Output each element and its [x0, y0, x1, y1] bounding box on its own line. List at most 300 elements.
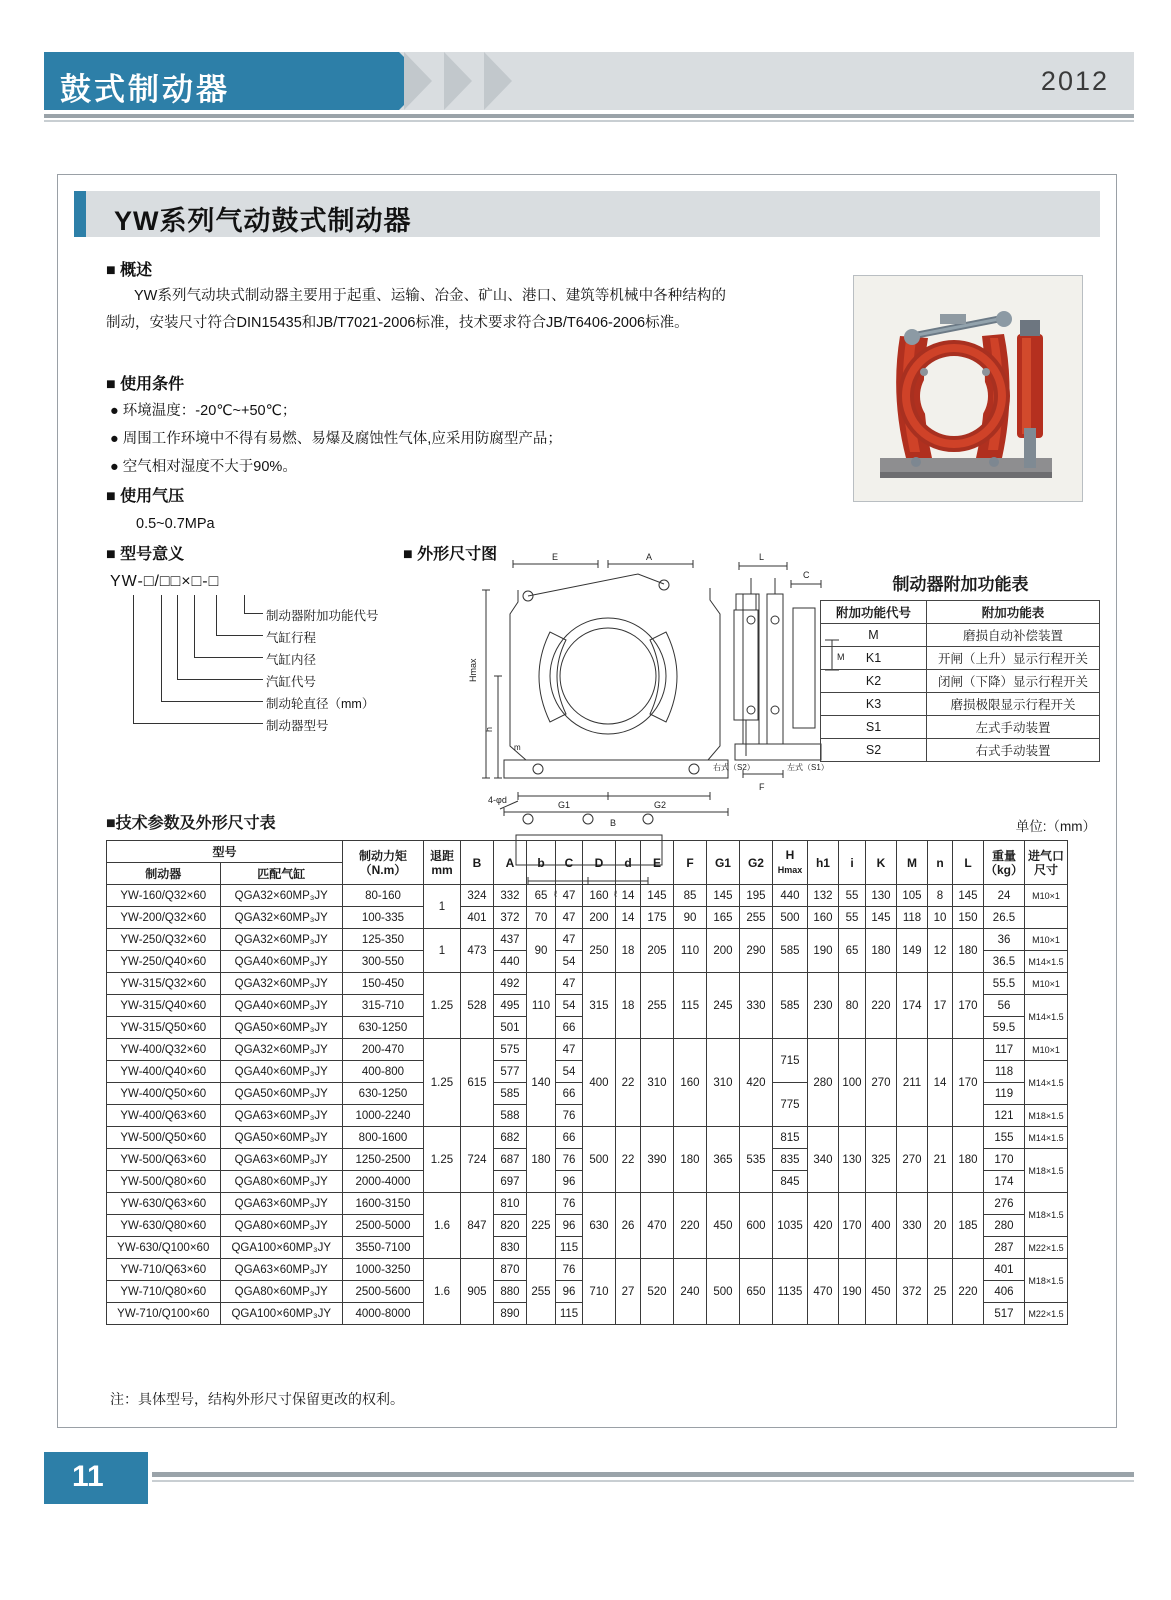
table-row: [821, 647, 1100, 670]
fn-header-desc: 附加功能表: [927, 601, 1100, 624]
cell-A: 880: [493, 1281, 526, 1303]
cell-A: 575: [493, 1039, 526, 1061]
cell-H: 440: [772, 885, 807, 907]
model-label-2: 气缸行程: [266, 631, 317, 645]
cell-weight: 155: [983, 1127, 1024, 1149]
cell-i: 55: [838, 907, 865, 929]
cell-A: 820: [493, 1215, 526, 1237]
cell-H: 1135: [772, 1259, 807, 1325]
conditions-heading: ■ 使用条件: [106, 371, 184, 394]
cell-weight: 59.5: [983, 1017, 1024, 1039]
cell-torque: 630-1250: [342, 1083, 423, 1105]
cell-weight: 517: [983, 1303, 1024, 1325]
product-photo: [853, 275, 1083, 502]
cell-port: M10×1: [1025, 929, 1068, 951]
cell-A: 440: [493, 951, 526, 973]
cell-K: 130: [865, 885, 896, 907]
cell-weight: 119: [983, 1083, 1024, 1105]
fn-code: K1: [821, 647, 927, 670]
cell-weight: 280: [983, 1215, 1024, 1237]
cell-gap: 1: [423, 885, 460, 929]
cell-n: 17: [927, 973, 952, 1039]
cell-B: 847: [460, 1193, 493, 1259]
svg-text:左式（S1）: 左式（S1）: [787, 763, 829, 772]
spec-header-E: E: [640, 841, 673, 885]
cell-A: 697: [493, 1171, 526, 1193]
cell-H: 835: [772, 1149, 807, 1171]
cell-G2: 330: [739, 973, 772, 1039]
cell-F: 90: [673, 907, 706, 929]
cell-cylinder: QGA80×60MP₃JY: [220, 1281, 342, 1303]
cell-cylinder: QGA32×60MP₃JY: [220, 973, 342, 995]
fn-code: S1: [821, 716, 927, 739]
cell-cylinder: QGA50×60MP₃JY: [220, 1017, 342, 1039]
cell-C: 96: [555, 1281, 582, 1303]
cell-cylinder: QGA80×60MP₃JY: [220, 1215, 342, 1237]
cell-C: 66: [555, 1017, 582, 1039]
spec-header-i: i: [838, 841, 865, 885]
cell-C: 76: [555, 1105, 582, 1127]
cell-torque: 630-1250: [342, 1017, 423, 1039]
cell-G1: 165: [706, 907, 739, 929]
cell-n: 14: [927, 1039, 952, 1127]
cell-cylinder: QGA50×60MP₃JY: [220, 1083, 342, 1105]
table-row: [107, 907, 1068, 929]
footer-rule-thin: [152, 1480, 1134, 1482]
cell-K: 145: [865, 907, 896, 929]
svg-text:E: E: [552, 552, 559, 562]
content-frame: [57, 174, 1117, 1428]
cell-L: 150: [952, 907, 983, 929]
header-year: 2012: [1040, 66, 1109, 96]
spec-header-torque: 制动力矩 （N.m）: [342, 841, 423, 885]
fn-desc: 左式手动装置: [927, 716, 1100, 739]
cell-brake: YW-500/Q80×60: [107, 1171, 221, 1193]
table-row: [821, 693, 1100, 716]
svg-text:右式（S2）: 右式（S2）: [713, 763, 755, 772]
cell-E: 145: [640, 885, 673, 907]
fn-desc: 磨损自动补偿装置: [927, 624, 1100, 647]
leader-line: [194, 657, 263, 658]
cell-B: 473: [460, 929, 493, 973]
cell-M: 105: [896, 885, 927, 907]
cell-G2: 535: [739, 1127, 772, 1193]
cell-d: 22: [615, 1127, 640, 1193]
cell-torque: 2500-5000: [342, 1215, 423, 1237]
cell-K: 220: [865, 973, 896, 1039]
cell-M: 330: [896, 1193, 927, 1259]
cell-F: 85: [673, 885, 706, 907]
cell-brake: YW-400/Q32×60: [107, 1039, 221, 1061]
chevron-icon: [404, 52, 432, 110]
cell-brake: YW-315/Q40×60: [107, 995, 221, 1017]
cell-cylinder: QGA40×60MP₃JY: [220, 1061, 342, 1083]
cell-A: 588: [493, 1105, 526, 1127]
cell-weight: 174: [983, 1171, 1024, 1193]
cell-F: 115: [673, 973, 706, 1039]
cell-D: 630: [582, 1193, 615, 1259]
cell-A: 332: [493, 885, 526, 907]
cell-E: 310: [640, 1039, 673, 1127]
header-rule-thin: [44, 120, 1134, 122]
cell-G2: 650: [739, 1259, 772, 1325]
condition-item-3: ● 空气相对湿度不大于90%。: [110, 455, 297, 476]
spec-header-A: A: [493, 841, 526, 885]
leader-line: [244, 613, 263, 614]
cell-B: 401: [460, 907, 493, 929]
leader-line: [161, 701, 263, 702]
spec-header-G2: G2: [739, 841, 772, 885]
cell-n: 25: [927, 1259, 952, 1325]
spec-table: [106, 840, 1068, 1325]
cell-B: 724: [460, 1127, 493, 1193]
cell-C: 115: [555, 1303, 582, 1325]
function-table-title: 制动器附加功能表: [892, 575, 1029, 594]
cell-D: 400: [582, 1039, 615, 1127]
cell-M: 118: [896, 907, 927, 929]
cell-brake: YW-160/Q32×60: [107, 885, 221, 907]
cell-F: 180: [673, 1127, 706, 1193]
fn-desc: 闭闸（下降）显示行程开关: [927, 670, 1100, 693]
cell-D: 250: [582, 929, 615, 973]
cell-cylinder: QGA50×60MP₃JY: [220, 1127, 342, 1149]
cell-F: 110: [673, 929, 706, 973]
cell-A: 585: [493, 1083, 526, 1105]
cell-cylinder: QGA63×60MP₃JY: [220, 1149, 342, 1171]
cell-n: 21: [927, 1127, 952, 1193]
model-label-6: 制动器型号: [266, 719, 329, 733]
cell-weight: 287: [983, 1237, 1024, 1259]
cell-brake: YW-710/Q80×60: [107, 1281, 221, 1303]
cell-weight: 121: [983, 1105, 1024, 1127]
cell-h1: 160: [807, 907, 838, 929]
cell-h1: 470: [807, 1259, 838, 1325]
cell-A: 810: [493, 1193, 526, 1215]
cell-port: M18×1.5: [1025, 1259, 1068, 1303]
cell-weight: 117: [983, 1039, 1024, 1061]
cell-port: M14×1.5: [1025, 1061, 1068, 1105]
cell-D: 200: [582, 907, 615, 929]
model-label-5: 制动轮直径（mm）: [266, 697, 375, 711]
svg-text:ℓ: ℓ: [554, 889, 557, 899]
cell-E: 520: [640, 1259, 673, 1325]
model-heading: ■ 型号意义: [106, 541, 184, 564]
cell-h1: 420: [807, 1193, 838, 1259]
cell-weight: 24: [983, 885, 1024, 907]
cell-cylinder: QGA100×60MP₃JY: [220, 1237, 342, 1259]
cell-d: 22: [615, 1039, 640, 1127]
cell-C: 47: [555, 885, 582, 907]
fn-desc: 磨损极限显示行程开关: [927, 693, 1100, 716]
model-code: YW-□/□□×□-□: [110, 573, 220, 590]
table-row: [821, 624, 1100, 647]
cell-b: 90: [526, 929, 555, 973]
cell-b: 65: [526, 885, 555, 907]
cell-torque: 80-160: [342, 885, 423, 907]
cell-torque: 800-1600: [342, 1127, 423, 1149]
cell-C: 76: [555, 1149, 582, 1171]
spec-header-d: d: [615, 841, 640, 885]
cell-cylinder: QGA80×60MP₃JY: [220, 1171, 342, 1193]
cell-C: 54: [555, 951, 582, 973]
cell-F: 160: [673, 1039, 706, 1127]
page-number: 11: [72, 1460, 104, 1493]
cell-C: 76: [555, 1259, 582, 1281]
cell-L: 145: [952, 885, 983, 907]
svg-text:ℓ: ℓ: [614, 889, 617, 899]
cell-gap: 1.6: [423, 1193, 460, 1259]
cell-G1: 245: [706, 973, 739, 1039]
cell-weight: 276: [983, 1193, 1024, 1215]
cell-b: 255: [526, 1259, 555, 1325]
cell-torque: 3550-7100: [342, 1237, 423, 1259]
cell-gap: 1.6: [423, 1259, 460, 1325]
cell-weight: 26.5: [983, 907, 1024, 929]
cell-C: 66: [555, 1127, 582, 1149]
cell-L: 180: [952, 1127, 983, 1193]
cell-D: 710: [582, 1259, 615, 1325]
cell-A: 687: [493, 1149, 526, 1171]
spec-header-h1: h1: [807, 841, 838, 885]
svg-text:L: L: [759, 552, 765, 562]
cell-b: 140: [526, 1039, 555, 1127]
spec-header-gap: 退距 mm: [423, 841, 460, 885]
cell-weight: 406: [983, 1281, 1024, 1303]
cell-h1: 230: [807, 973, 838, 1039]
svg-text:A: A: [646, 552, 653, 562]
cell-brake: YW-315/Q32×60: [107, 973, 221, 995]
leader-line: [177, 595, 178, 679]
cell-C: 54: [555, 1061, 582, 1083]
table-row: [107, 1127, 1068, 1149]
cell-brake: YW-400/Q63×60: [107, 1105, 221, 1127]
spec-header-H: H Hmax: [772, 841, 807, 885]
footer-rule: [152, 1472, 1134, 1477]
cell-torque: 300-550: [342, 951, 423, 973]
cell-E: 205: [640, 929, 673, 973]
cell-H: 715: [772, 1039, 807, 1083]
cell-cylinder: QGA32×60MP₃JY: [220, 885, 342, 907]
cell-n: 12: [927, 929, 952, 973]
cell-cylinder: QGA40×60MP₃JY: [220, 951, 342, 973]
cell-cylinder: QGA63×60MP₃JY: [220, 1259, 342, 1281]
cell-brake: YW-250/Q40×60: [107, 951, 221, 973]
spec-header-n: n: [927, 841, 952, 885]
cell-C: 96: [555, 1215, 582, 1237]
fn-code: K2: [821, 670, 927, 693]
model-label-1: 制动器附加功能代号: [266, 609, 379, 623]
spec-header-weight: 重量 （kg）: [983, 841, 1024, 885]
cell-G1: 200: [706, 929, 739, 973]
cell-i: 80: [838, 973, 865, 1039]
cell-L: 170: [952, 1039, 983, 1127]
cell-K: 450: [865, 1259, 896, 1325]
cell-gap: 1.25: [423, 973, 460, 1039]
cell-K: 180: [865, 929, 896, 973]
svg-text:F: F: [759, 782, 765, 792]
cell-torque: 1250-2500: [342, 1149, 423, 1171]
cell-B: 324: [460, 885, 493, 907]
overview-text: YW系列气动块式制动器主要用于起重、运输、冶金、矿山、港口、建筑等机械中各种结构的制动，安装尺寸符合DIN15435和JB/T7021-2006标准，技术要求符合JB/T6406-2006标准。: [106, 288, 726, 331]
leader-line: [133, 595, 134, 723]
cell-i: 55: [838, 885, 865, 907]
cell-M: 211: [896, 1039, 927, 1127]
cell-weight: 401: [983, 1259, 1024, 1281]
overview-heading: ■ 概述: [106, 257, 152, 280]
cell-M: 372: [896, 1259, 927, 1325]
spec-note: 注：具体型号，结构外形尺寸保留更改的权利。: [110, 1391, 404, 1407]
cell-E: 255: [640, 973, 673, 1039]
header-title: 鼓式制动器: [60, 72, 230, 107]
cell-torque: 2500-5600: [342, 1281, 423, 1303]
cell-torque: 2000-4000: [342, 1171, 423, 1193]
cell-h1: 340: [807, 1127, 838, 1193]
leader-line: [194, 595, 195, 657]
svg-text:M: M: [837, 652, 845, 662]
cell-torque: 400-800: [342, 1061, 423, 1083]
condition-item-2: ● 周围工作环境中不得有易燃、易爆及腐蚀性气体,应采用防腐型产品；: [110, 427, 562, 448]
cell-K: 325: [865, 1127, 896, 1193]
page-title: YW系列气动鼓式制动器: [114, 206, 412, 236]
cell-G2: 195: [739, 885, 772, 907]
cell-C: 76: [555, 1193, 582, 1215]
cell-weight: 56: [983, 995, 1024, 1017]
table-row: [821, 716, 1100, 739]
chevron-icon: [444, 52, 472, 110]
cell-port: M14×1.5: [1025, 951, 1068, 973]
cell-G1: 365: [706, 1127, 739, 1193]
cell-weight: 55.5: [983, 973, 1024, 995]
cell-M: 174: [896, 973, 927, 1039]
svg-text:B: B: [610, 818, 617, 828]
cell-G2: 420: [739, 1039, 772, 1127]
cell-gap: 1.25: [423, 1127, 460, 1193]
cell-H: 585: [772, 929, 807, 973]
cell-E: 175: [640, 907, 673, 929]
cell-port: M10×1: [1025, 1039, 1068, 1061]
cell-A: 890: [493, 1303, 526, 1325]
cell-port: M18×1.5: [1025, 1149, 1068, 1193]
cell-L: 170: [952, 973, 983, 1039]
cell-C: 96: [555, 1171, 582, 1193]
table-row: [107, 885, 1068, 907]
function-table: [820, 600, 1100, 762]
svg-text:4-φd: 4-φd: [488, 795, 507, 805]
spec-header-M: M: [896, 841, 927, 885]
cell-torque: 315-710: [342, 995, 423, 1017]
cell-port: [1025, 907, 1068, 929]
table-row: [107, 929, 1068, 951]
cell-H: 1035: [772, 1193, 807, 1259]
spec-header-D: D: [582, 841, 615, 885]
leader-line: [133, 723, 263, 724]
cell-torque: 125-350: [342, 929, 423, 951]
cell-b: 180: [526, 1127, 555, 1193]
cell-E: 390: [640, 1127, 673, 1193]
cell-weight: 36.5: [983, 951, 1024, 973]
leader-line: [161, 595, 162, 701]
cell-A: 830: [493, 1237, 526, 1259]
leader-line: [244, 595, 245, 613]
spec-header-C: C: [555, 841, 582, 885]
cell-cylinder: QGA32×60MP₃JY: [220, 929, 342, 951]
spec-header-model: 型号: [107, 841, 343, 863]
table-row: [107, 1259, 1068, 1281]
cell-torque: 4000-8000: [342, 1303, 423, 1325]
cell-A: 492: [493, 973, 526, 995]
cell-A: 501: [493, 1017, 526, 1039]
cell-cylinder: QGA32×60MP₃JY: [220, 1039, 342, 1061]
cell-D: 500: [582, 1127, 615, 1193]
cell-brake: YW-400/Q50×60: [107, 1083, 221, 1105]
cell-i: 65: [838, 929, 865, 973]
cell-gap: 1.25: [423, 1039, 460, 1127]
fn-code: K3: [821, 693, 927, 716]
cell-F: 220: [673, 1193, 706, 1259]
cell-i: 170: [838, 1193, 865, 1259]
spec-unit: 单位:（mm）: [1015, 819, 1096, 834]
cell-brake: YW-710/Q100×60: [107, 1303, 221, 1325]
spec-header-b: b: [526, 841, 555, 885]
cell-d: 14: [615, 885, 640, 907]
cell-port: M18×1.5: [1025, 1193, 1068, 1237]
cell-L: 220: [952, 1259, 983, 1325]
condition-item-1: ● 环境温度：-20℃~+50℃；: [110, 399, 296, 420]
cell-n: 8: [927, 885, 952, 907]
cell-C: 47: [555, 929, 582, 951]
cell-brake: YW-710/Q63×60: [107, 1259, 221, 1281]
cell-cylinder: QGA63×60MP₃JY: [220, 1193, 342, 1215]
svg-text:Hmax: Hmax: [468, 658, 478, 682]
spec-header-K: K: [865, 841, 896, 885]
leader-line: [177, 679, 263, 680]
leader-line: [216, 595, 217, 635]
cell-brake: YW-630/Q63×60: [107, 1193, 221, 1215]
cell-G1: 500: [706, 1259, 739, 1325]
cell-d: 18: [615, 973, 640, 1039]
cell-cylinder: QGA32×60MP₃JY: [220, 907, 342, 929]
spec-header-B: B: [460, 841, 493, 885]
cell-torque: 1000-2240: [342, 1105, 423, 1127]
cell-port: M22×1.5: [1025, 1303, 1068, 1325]
cell-port: M18×1.5: [1025, 1105, 1068, 1127]
cell-cylinder: QGA100×60MP₃JY: [220, 1303, 342, 1325]
cell-B: 528: [460, 973, 493, 1039]
cell-A: 372: [493, 907, 526, 929]
cell-M: 270: [896, 1127, 927, 1193]
cell-H: 845: [772, 1171, 807, 1193]
cell-H: 500: [772, 907, 807, 929]
cell-brake: YW-630/Q100×60: [107, 1237, 221, 1259]
svg-text:G1: G1: [558, 800, 571, 810]
svg-text:C: C: [803, 570, 810, 580]
table-row: [107, 1193, 1068, 1215]
pressure-heading: ■ 使用气压: [106, 483, 184, 506]
cell-d: 26: [615, 1193, 640, 1259]
cell-A: 577: [493, 1061, 526, 1083]
cell-K: 270: [865, 1039, 896, 1127]
cell-brake: YW-400/Q40×60: [107, 1061, 221, 1083]
section-title-accent: [74, 191, 86, 237]
cell-K: 400: [865, 1193, 896, 1259]
cell-weight: 36: [983, 929, 1024, 951]
page-footer: [0, 1452, 1171, 1512]
spec-header-G1: G1: [706, 841, 739, 885]
chevron-icon: [484, 52, 512, 110]
cell-cylinder: QGA63×60MP₃JY: [220, 1105, 342, 1127]
cell-G2: 600: [739, 1193, 772, 1259]
cell-H: 815: [772, 1127, 807, 1149]
